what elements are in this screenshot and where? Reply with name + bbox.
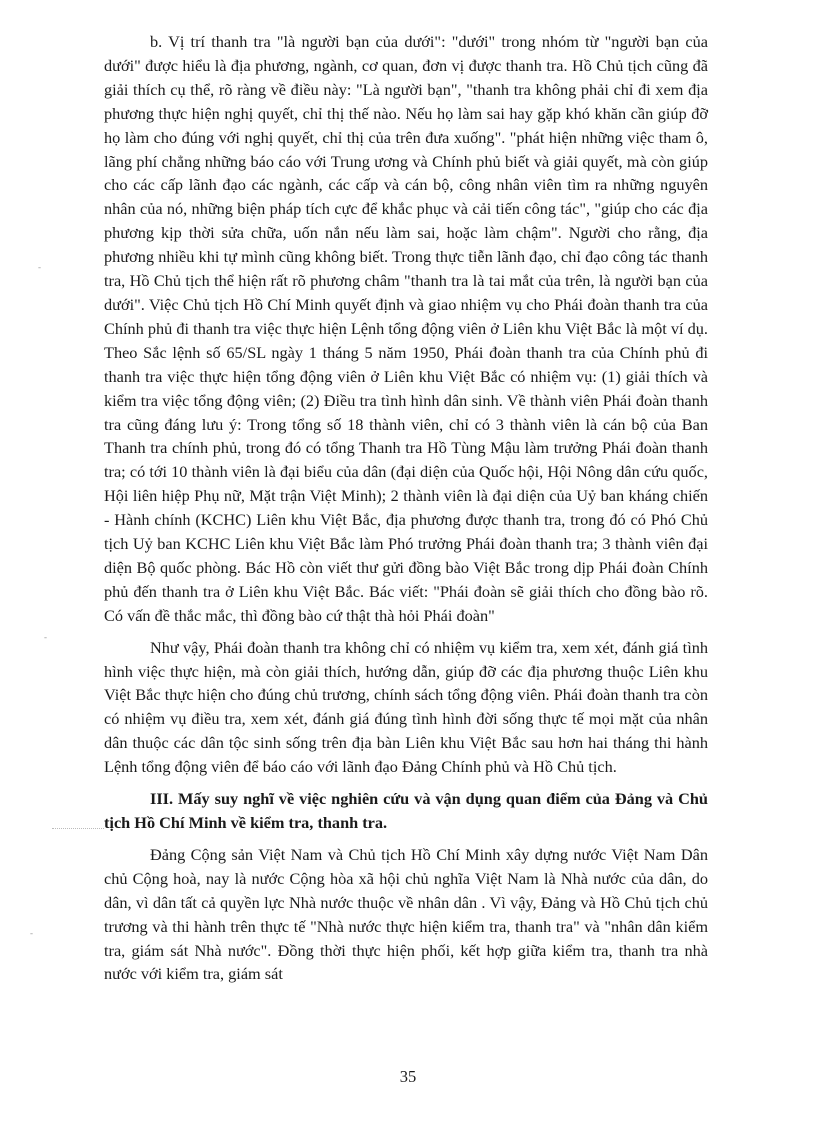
paragraph-state-of-the-people: Đảng Cộng sản Việt Nam và Chủ tịch Hồ Chí Minh xây dựng nước Việt Nam Dân chủ Cộng hoà, nay là nước Cộng hòa xã hội chủ nghĩa Việt Nam là Nhà nước của dân, do dân, vì dân tất cả quyền lực Nhà nước thuộc về nhân dân . Vì vậy, Đảng và Hồ Chủ tịch chủ trương và thi hành trên thực tế "Nhà nước thực hiện kiểm tra, thanh tra" và "nhân dân kiểm tra, giám sát Nhà nước". Đồng thời thực hiện phối, kết hợp giữa kiểm tra, thanh tra nhà nước với kiểm tra, giám sát bbox=[104, 844, 708, 984]
scan-dotted-line bbox=[52, 828, 104, 829]
section-heading-iii: III. Mấy suy nghĩ về việc nghiên cứu và vận dụng quan điểm của Đảng và Chủ tịch Hồ Chí Minh về kiểm tra, thanh tra. bbox=[104, 789, 708, 832]
scan-speck: - bbox=[30, 928, 33, 938]
page-number: 35 bbox=[399, 1067, 417, 1086]
paragraph-position-of-inspection: b. Vị trí thanh tra "là người bạn của dưới": "dưới" trong nhóm từ "người bạn của dưới" được hiểu là địa phương, ngành, cơ quan, đơn vị được thanh tra. Hồ Chủ tịch cũng đã giải thích cụ thể, rõ ràng về điều này: "Là người bạn", "thanh tra không phải chỉ đi xem địa phương thực hiện nghị quyết, chỉ thị thế nào. Nếu họ làm sai hay gặp khó khăn cần giúp đỡ họ làm cho đúng với nghị quyết, chỉ thị của trên đưa xuống". "phát hiện những việc tham ô, lãng phí chẳng những báo cáo với Trung ương và Chính phủ biết và giải quyết, mà còn giúp cho các cấp lãnh đạo các ngành, các cấp và cán bộ, công nhân viên tìm ra những nguyên nhân của nó, những biện pháp tích cực để khắc phục và cải tiến công tác", "giúp cho các địa phương kịp thời sửa chữa, uốn nắn nếu làm sai, hoặc làm chậm". Người cho rằng, địa phương nhiều khi tự mình cũng không biết. Trong thực tiễn lãnh đạo, chỉ đạo công tác thanh tra, Hồ Chủ tịch thể hiện rất rõ phương châm "thanh tra là tai mắt của trên, là người bạn của dưới". Việc Chủ tịch Hồ Chí Minh quyết định và giao nhiệm vụ cho Phái đoàn thanh tra của Chính phủ đi thanh tra việc thực hiện Lệnh tổng động viên ở Liên khu Việt Bắc là một ví dụ. Theo Sắc lệnh số 65/SL ngày 1 tháng 5 năm 1950, Phái đoàn thanh tra của Chính phủ đi thanh tra việc thực hiện tổng động viên ở Liên khu Việt Bắc có nhiệm vụ: (1) giải thích và kiểm tra việc tổng động viên; (2) Điều tra tình hình dân sinh. Về thành viên Phái đoàn thanh tra cũng đáng lưu ý: Trong tổng số 18 thành viên, chỉ có 3 thành viên là cán bộ của Ban Thanh tra chính phủ, trong đó có tổng Thanh tra Hồ Tùng Mậu làm trưởng Phái đoàn thanh tra; có tới 10 thành viên là đại biểu của dân (đại diện của Quốc hội, Hội Nông dân cứu quốc, Hội liên hiệp Phụ nữ, Mặt trận Việt Minh); 2 thành viên là đại diện của Uỷ ban kháng chiến - Hành chính (KCHC) Liên khu Việt Bắc, địa phương được thanh tra, trong đó có Phó Chủ tịch Uỷ ban KCHC Liên khu Việt Bắc làm Phó trưởng Phái đoàn thanh tra; 3 thành viên đại diện Bộ quốc phòng. Bác Hồ còn viết thư gửi đồng bào Việt Bắc trong dịp Phái đoàn Chính phủ đến thanh tra ở Liên khu Việt Bắc. Bác viết: "Phái đoàn sẽ giải thích cho đồng bào rõ. Có vấn đề thắc mắc, thì đồng bào cứ thật thà hỏi Phái đoàn" bbox=[104, 32, 708, 625]
scan-speck: - bbox=[38, 262, 41, 272]
body-text bbox=[104, 30, 708, 986]
scan-speck: - bbox=[44, 632, 47, 642]
paragraph-delegation-duties: Như vậy, Phái đoàn thanh tra không chỉ có nhiệm vụ kiểm tra, xem xét, đánh giá tình hình việc thực hiện, mà còn giải thích, hướng dẫn, giúp đỡ các địa phương thuộc Liên khu Việt Bắc thực hiện cho đúng chủ trương, chính sách tổng động viên. Phái đoàn thanh tra còn có nhiệm vụ điều tra, xem xét, đánh giá đúng tình hình đời sống thực tế mọi mặt của nhân dân thuộc các dân tộc sinh sống trên địa bàn Liên khu Việt Bắc sau hơn hai tháng thi hành Lệnh tổng động viên để báo cáo với lãnh đạo Đảng Chính phủ và Hồ Chủ tịch. bbox=[104, 637, 708, 777]
